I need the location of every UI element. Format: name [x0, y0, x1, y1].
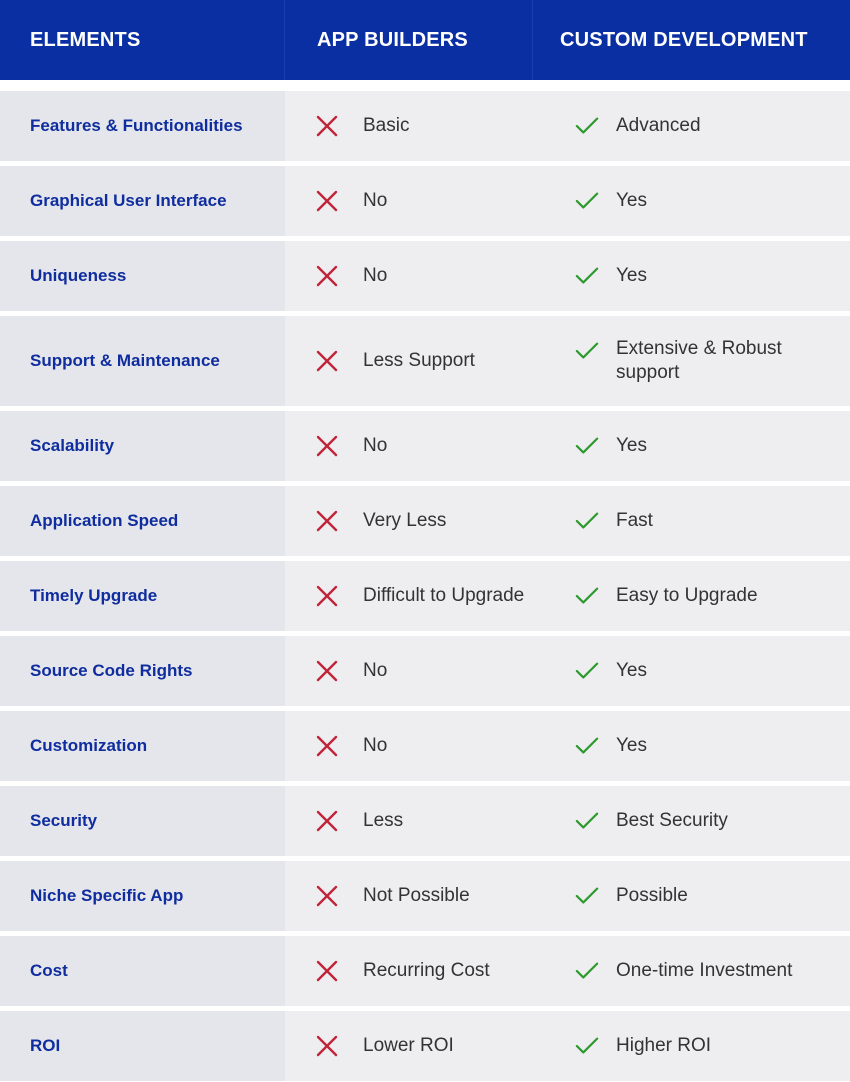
app-builders-value: Very Less: [363, 510, 447, 531]
cross-icon: [315, 189, 339, 213]
table-row: [0, 241, 850, 311]
element-name: ROI: [0, 1011, 285, 1081]
table-row: [0, 166, 850, 236]
table-row: [0, 316, 850, 406]
table-row: [0, 711, 850, 781]
custom-development-value: Advanced: [616, 115, 701, 136]
app-builders-value: No: [363, 660, 388, 681]
app-builders-cell: [285, 241, 572, 311]
header-custom-development: CUSTOM DEVELOPMENT: [560, 28, 808, 51]
cross-icon: [315, 1034, 339, 1058]
table-row: [0, 486, 850, 556]
custom-development-cell: [572, 711, 850, 781]
custom-development-cell: [572, 316, 850, 406]
app-builders-cell: [285, 561, 572, 631]
cross-icon: [315, 434, 339, 458]
app-builders-value: No: [363, 735, 388, 756]
app-builders-value: No: [363, 435, 388, 456]
cross-icon: [315, 509, 339, 533]
app-builders-value: Less: [363, 810, 404, 831]
custom-development-value: Yes: [616, 190, 647, 211]
element-name: Application Speed: [0, 486, 285, 556]
app-builders-value: Not Possible: [363, 885, 470, 906]
check-icon: [575, 809, 599, 833]
check-icon: [575, 189, 599, 213]
check-icon: [575, 884, 599, 908]
custom-development-value: Extensive & Robust support: [616, 338, 782, 383]
table-row: [0, 91, 850, 161]
app-builders-cell: [285, 936, 572, 1006]
custom-development-cell: [572, 411, 850, 481]
element-name: Features & Functionalities: [0, 91, 285, 161]
check-icon: [575, 509, 599, 533]
check-icon: [575, 584, 599, 608]
cross-icon: [315, 884, 339, 908]
check-icon: [575, 959, 599, 983]
app-builders-value: No: [363, 190, 388, 211]
app-builders-cell: [285, 1011, 572, 1081]
custom-development-cell: [572, 861, 850, 931]
check-icon: [575, 734, 599, 758]
app-builders-value: Lower ROI: [363, 1035, 454, 1056]
custom-development-cell: [572, 636, 850, 706]
app-builders-cell: [285, 91, 572, 161]
app-builders-cell: [285, 786, 572, 856]
cross-icon: [315, 809, 339, 833]
check-icon: [575, 659, 599, 683]
table-row: [0, 636, 850, 706]
cross-icon: [315, 734, 339, 758]
check-icon: [575, 114, 599, 138]
element-name: Niche Specific App: [0, 861, 285, 931]
table-row: [0, 936, 850, 1006]
element-name: Scalability: [0, 411, 285, 481]
app-builders-cell: [285, 166, 572, 236]
app-builders-value: No: [363, 265, 388, 286]
app-builders-value: Recurring Cost: [363, 960, 490, 981]
custom-development-cell: [572, 936, 850, 1006]
app-builders-value: Difficult to Upgrade: [363, 585, 525, 606]
table-row: [0, 861, 850, 931]
custom-development-value: Best Security: [616, 810, 728, 831]
element-name: Support & Maintenance: [0, 316, 285, 406]
app-builders-value: Less Support: [363, 350, 475, 371]
custom-development-cell: [572, 241, 850, 311]
custom-development-cell: [572, 166, 850, 236]
element-name: Customization: [0, 711, 285, 781]
custom-development-value: Fast: [616, 510, 653, 531]
table-header: [0, 0, 850, 80]
cross-icon: [315, 114, 339, 138]
custom-development-value: Yes: [616, 265, 647, 286]
custom-development-value: One-time Investment: [616, 960, 793, 981]
custom-development-cell: [572, 561, 850, 631]
cross-icon: [315, 959, 339, 983]
cross-icon: [315, 264, 339, 288]
custom-development-value: Yes: [616, 435, 647, 456]
table-row: [0, 411, 850, 481]
element-name: Security: [0, 786, 285, 856]
element-name: Uniqueness: [0, 241, 285, 311]
element-name: Cost: [0, 936, 285, 1006]
check-icon: [575, 434, 599, 458]
app-builders-cell: [285, 711, 572, 781]
header-elements: ELEMENTS: [0, 0, 285, 80]
comparison-table-body: [0, 91, 850, 1081]
table-row: [0, 786, 850, 856]
app-builders-cell: [285, 636, 572, 706]
app-builders-cell: [285, 411, 572, 481]
custom-development-value: Higher ROI: [616, 1035, 712, 1056]
table-row: [0, 1011, 850, 1081]
check-icon: [575, 339, 599, 363]
custom-development-cell: [572, 486, 850, 556]
custom-development-value: Easy to Upgrade: [616, 585, 758, 606]
custom-development-cell: [572, 1011, 850, 1081]
custom-development-value: Yes: [616, 660, 647, 681]
cross-icon: [315, 349, 339, 373]
custom-development-value: Possible: [616, 885, 688, 906]
element-name: Timely Upgrade: [0, 561, 285, 631]
header-app-builders: APP BUILDERS: [285, 0, 533, 80]
element-name: Source Code Rights: [0, 636, 285, 706]
cross-icon: [315, 584, 339, 608]
element-name: Graphical User Interface: [0, 166, 285, 236]
custom-development-cell: [572, 91, 850, 161]
custom-development-cell: [572, 786, 850, 856]
table-row: [0, 561, 850, 631]
check-icon: [575, 264, 599, 288]
check-icon: [575, 1034, 599, 1058]
app-builders-value: Basic: [363, 115, 410, 136]
cross-icon: [315, 659, 339, 683]
app-builders-cell: [285, 486, 572, 556]
custom-development-value: Yes: [616, 735, 647, 756]
app-builders-cell: [285, 861, 572, 931]
app-builders-cell: [285, 316, 572, 406]
